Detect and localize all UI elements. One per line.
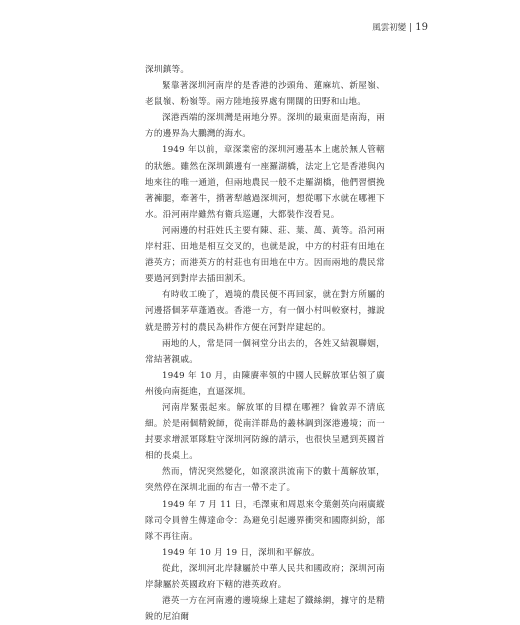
paragraph: 1949 年 10 月，由陳賡率領的中國人民解放軍佔領了廣州後向南挺進，直逼深圳。 bbox=[145, 370, 385, 397]
paragraph: 河兩邊的村莊姓氏主要有陳、莊、葉、萬、黃等。沿河兩岸村莊、田地是相互交叉的，也就是說，中方的村莊有田地在港英方；而港英方的村莊也有田地在中方。因而兩地的農民常要過河到對岸去插田割禾。 bbox=[145, 225, 385, 285]
paragraph: 1949 年 7 月 11 日，毛澤東和周恩來令葉劍英向兩廣縱隊司令員曾生傳達命令：為避免引起邊界衝突和國際糾紛，部隊不再往南。 bbox=[145, 499, 385, 542]
paragraph: 緊靠著深圳河南岸的是香港的沙頭角、蓮麻坑、新屋嶺、老鼠嶺、粉嶺等。兩方陸地接界處有開闊的田野和山地。 bbox=[145, 81, 385, 108]
paragraph: 從此，深圳河北岸隸屬於中華人民共和國政府；深圳河南岸隸屬於英國政府下轄的港英政府。 bbox=[145, 563, 385, 590]
paragraph: 深圳鎮等。 bbox=[145, 65, 190, 75]
paragraph: 深港西端的深圳灣是兩地分界。深圳的最東面是南海，兩方的邊界為大鵬灣的海水。 bbox=[145, 113, 385, 140]
paragraph: 1949 年 10 月 19 日，深圳和平解放。 bbox=[162, 547, 320, 558]
running-header bbox=[372, 21, 428, 33]
body-text bbox=[145, 62, 385, 625]
header-divider bbox=[410, 23, 411, 32]
paragraph: 兩地的人，常是同一個祠堂分出去的，各姓又結親聯姻，常結著親戚。 bbox=[145, 338, 385, 365]
section-title: 風雲初變 bbox=[372, 23, 407, 33]
paragraph: 1949 年以前，章深業密的深圳河邊基本上處於無人管轄的狀態。雖然在深圳鎮邊有一座羅湖橋，法定上它是香港與內地來往的唯一通道，但兩地農民一般不走羅湖橋，他們習慣挽著褲腿，牽著牛，揹著犁越過深圳河，想從哪下水就在哪裡下水。沿河兩岸雖然有衛兵巡邏，大都裝作沒看見。 bbox=[145, 145, 385, 220]
paragraph: 港英一方在河南邊的邊境線上建起了鐵絲網，據守的是精銳的尼泊爾 bbox=[145, 596, 385, 623]
page-number: 19 bbox=[415, 21, 428, 33]
paragraph: 然而，情況突然變化，如滾滾洪流南下的數十萬解放軍，突然停在深圳北面的布吉一帶不走了。 bbox=[145, 467, 385, 494]
paragraph: 河南岸緊張起來。解放軍的目標在哪裡？倫敦弄不清底細。於是兩個精銳師，從南洋群島的叢林調到深港邊境；而一封要求增派軍隊駐守深圳河防線的請示，也很快呈遞到英國首相的長桌上。 bbox=[145, 402, 385, 462]
paragraph: 有時收工晚了，過境的農民便不再回家，就在對方所屬的河邊搭個茅草蓬過夜。香港一方，有一個小村叫較寮村，據說就是勝芳村的農民為耕作方便在河對岸建起的。 bbox=[145, 290, 385, 333]
